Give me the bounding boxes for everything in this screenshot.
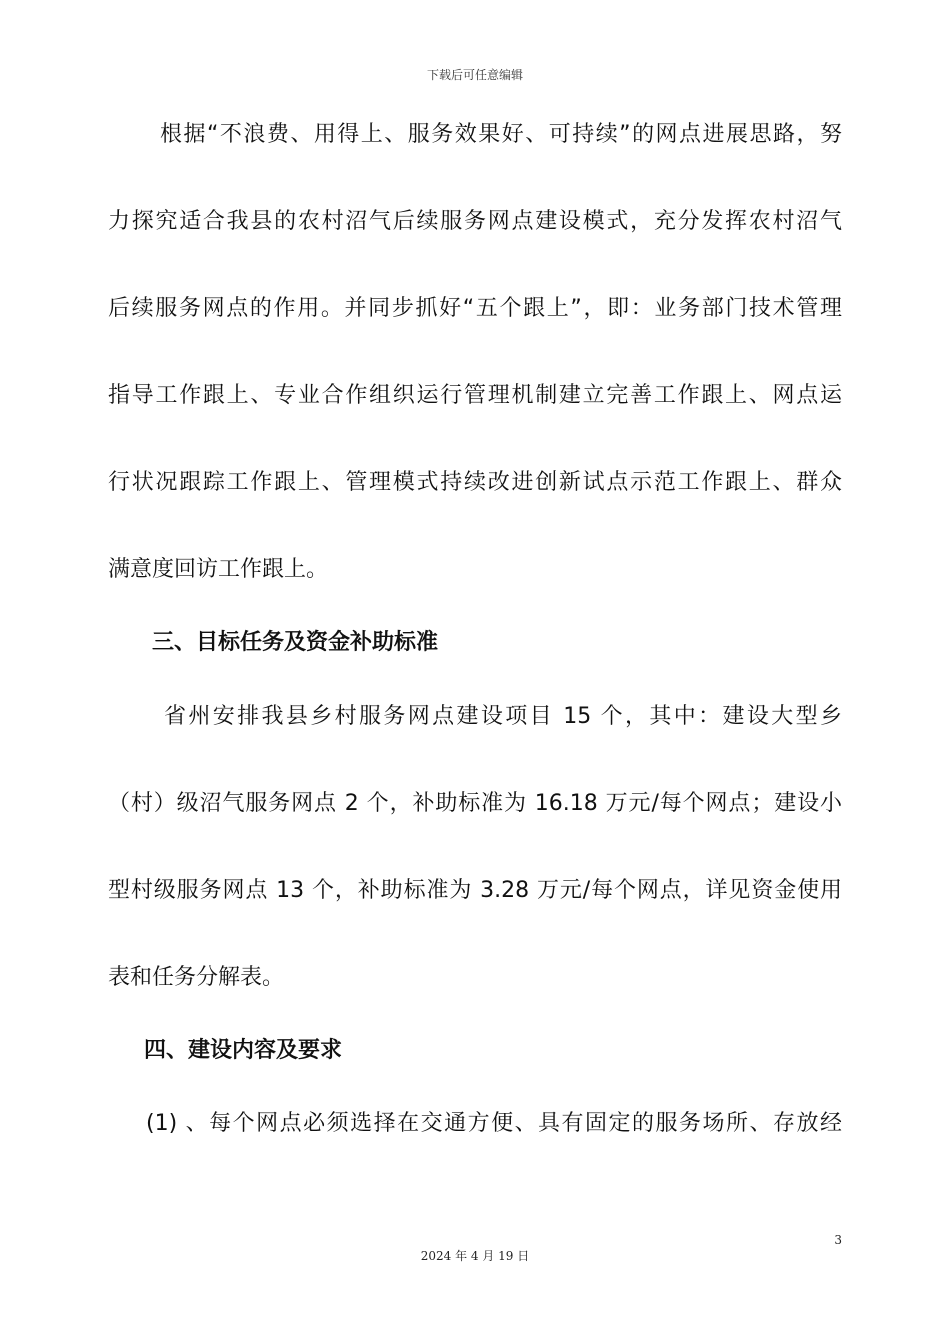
section-heading: 三、目标任务及资金补助标准 <box>152 630 439 655</box>
paragraph-line: 表和任务分解表。 <box>108 965 285 990</box>
page-number: 3 <box>834 1233 842 1247</box>
paragraph-line: 满意度回访工作跟上。 <box>108 557 329 582</box>
paragraph-line: 型村级服务网点 13 个，补助标准为 3.28 万元/每个网点，详见资金使用 <box>108 878 842 903</box>
paragraph-line: 指导工作跟上、专业合作组织运行管理机制建立完善工作跟上、网点运 <box>108 383 842 408</box>
footer-date: 2024 年 4 月 19 日 <box>420 1249 530 1263</box>
paragraph-line: （村）级沼气服务网点 2 个，补助标准为 16.18 万元/每个网点；建设小 <box>108 791 842 816</box>
paragraph-line: 力探究适合我县的农村沼气后续服务网点建设模式，充分发挥农村沼气 <box>108 209 842 234</box>
paragraph-line: 后续服务网点的作用。并同步抓好“五个跟上”，即：业务部门技术管理 <box>108 296 842 321</box>
paragraph-line: (1) 、每个网点必须选择在交通方便、具有固定的服务场所、存放经 <box>146 1111 842 1136</box>
paragraph-line: 省州安排我县乡村服务网点建设项目 15 个，其中：建设大型乡 <box>164 704 842 729</box>
header-note: 下载后可任意编辑 <box>426 68 523 82</box>
paragraph-line: 根据“不浪费、用得上、服务效果好、可持续”的网点进展思路，努 <box>160 122 842 147</box>
section-heading: 四、建设内容及要求 <box>144 1038 343 1063</box>
paragraph-line: 行状况跟踪工作跟上、管理模式持续改进创新试点示范工作跟上、群众 <box>108 470 842 495</box>
